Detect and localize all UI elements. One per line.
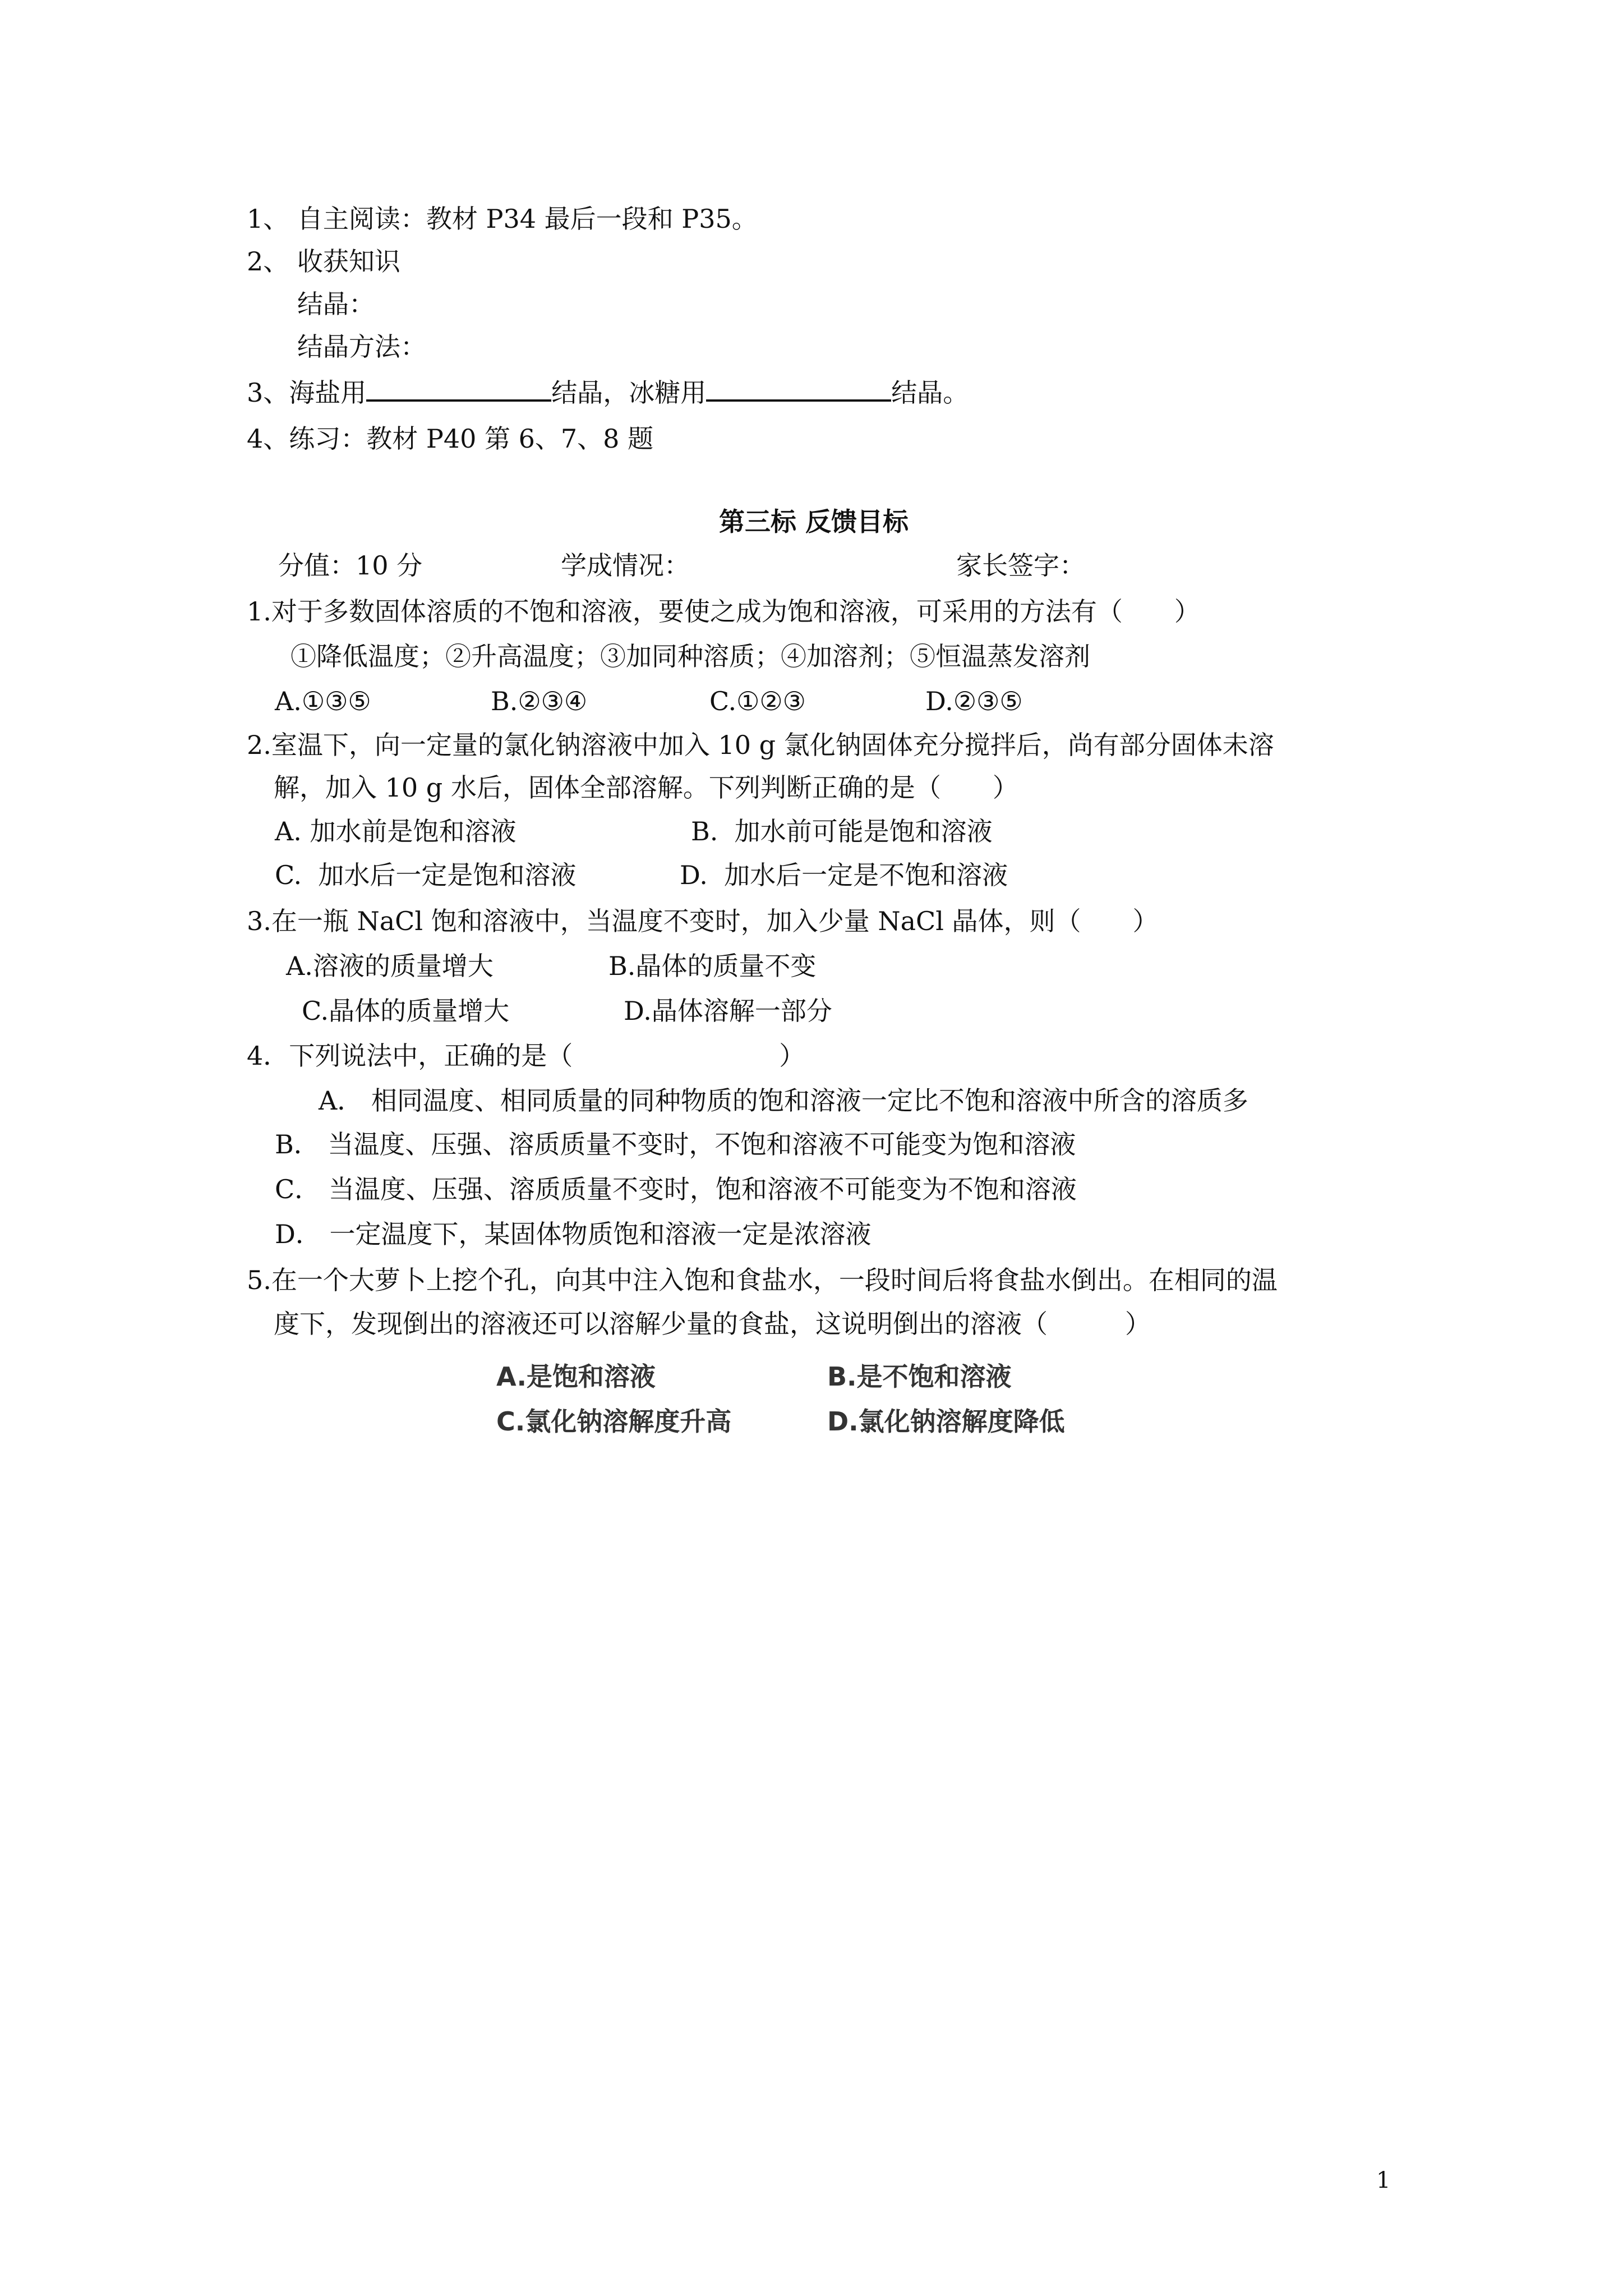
q1-option-a: A.①③⑤ [275, 686, 371, 716]
intro-item-2a: 结晶： [297, 289, 375, 319]
q5-stem-1: 5.在一个大萝卜上挖个孔，向其中注入饱和食盐水，一段时间后将食盐水倒出。在相同的温 [247, 1265, 1278, 1295]
q5-option-a: A.是饱和溶液 [496, 1361, 656, 1392]
q1-methods: ①降低温度；②升高温度；③加同种溶质；④加溶剂；⑤恒温蒸发溶剂 [291, 641, 1090, 671]
q4-option-a: A． 相同温度、相同质量的同种物质的饱和溶液一定比不饱和溶液中所含的溶质多 [319, 1085, 1248, 1116]
fill-blank-1 [366, 372, 551, 402]
q3-stem: 3.在一瓶 NaCl 饱和溶液中，当温度不变时，加入少量 NaCl 晶体，则（ ） [247, 906, 1159, 936]
q3-option-d: D.晶体溶解一部分 [624, 996, 832, 1026]
intro-item-2: 2、 收获知识 [247, 246, 400, 277]
score-label: 分值：10 分 [278, 550, 423, 581]
q4-option-c: C． 当温度、压强、溶质质量不变时，饱和溶液不可能变为不饱和溶液 [275, 1174, 1077, 1204]
q3-option-a: A.溶液的质量增大 [286, 951, 494, 981]
fill-blank-2 [706, 372, 891, 402]
q3-option-b: B.晶体的质量不变 [608, 951, 817, 981]
q2-option-b: B. 加水前可能是饱和溶液 [691, 816, 993, 846]
page-number: 1 [1376, 2168, 1391, 2193]
q1-option-c: C.①②③ [709, 686, 806, 716]
intro-item-1: 1、 自主阅读：教材 P34 最后一段和 P35。 [247, 204, 758, 234]
section-title: 第三标 反馈目标 [719, 507, 909, 537]
intro-item-3: 3、海盐用 结晶，冰糖用 结晶。 [247, 372, 969, 409]
q1-stem: 1.对于多数固体溶质的不饱和溶液，要使之成为饱和溶液，可采用的方法有（ ） [247, 596, 1200, 627]
intro-item-2b: 结晶方法： [297, 332, 426, 362]
q1-option-d: D.②③⑤ [925, 686, 1023, 716]
q1-option-b: B.②③④ [491, 686, 588, 716]
q4-stem: 4．下列说法中，正确的是（ ） [247, 1041, 805, 1071]
q5-option-d: D.氯化钠溶解度降低 [827, 1406, 1065, 1437]
intro-item-4: 4、练习：教材 P40 第 6、7、8 题 [247, 424, 654, 454]
status-label: 学成情况： [561, 550, 690, 581]
q2-option-c: C. 加水后一定是饱和溶液 [275, 860, 577, 890]
q4-option-b: B． 当温度、压强、溶质质量不变时，不饱和溶液不可能变为饱和溶液 [275, 1129, 1076, 1159]
q5-option-c: C.氯化钠溶解度升高 [496, 1406, 732, 1437]
q2-stem-1: 2.室温下，向一定量的氯化钠溶液中加入 10 g 氯化钠固体充分搅拌后，尚有部分固体未溶 [247, 730, 1274, 760]
q3-option-c: C.晶体的质量增大 [302, 996, 510, 1026]
q5-option-b: B.是不饱和溶液 [827, 1361, 1012, 1392]
q5-stem-2: 度下，发现倒出的溶液还可以溶解少量的食盐，这说明倒出的溶液（ ） [274, 1309, 1151, 1339]
q4-option-d: D． 一定温度下，某固体物质饱和溶液一定是浓溶液 [275, 1219, 872, 1249]
signature-label: 家长签字： [956, 550, 1085, 581]
q2-option-a: A. 加水前是饱和溶液 [275, 816, 517, 846]
q2-stem-2: 解，加入 10 g 水后，固体全部溶解。下列判断正确的是（ ） [274, 772, 1018, 803]
q2-option-d: D. 加水后一定是不饱和溶液 [680, 860, 1008, 890]
